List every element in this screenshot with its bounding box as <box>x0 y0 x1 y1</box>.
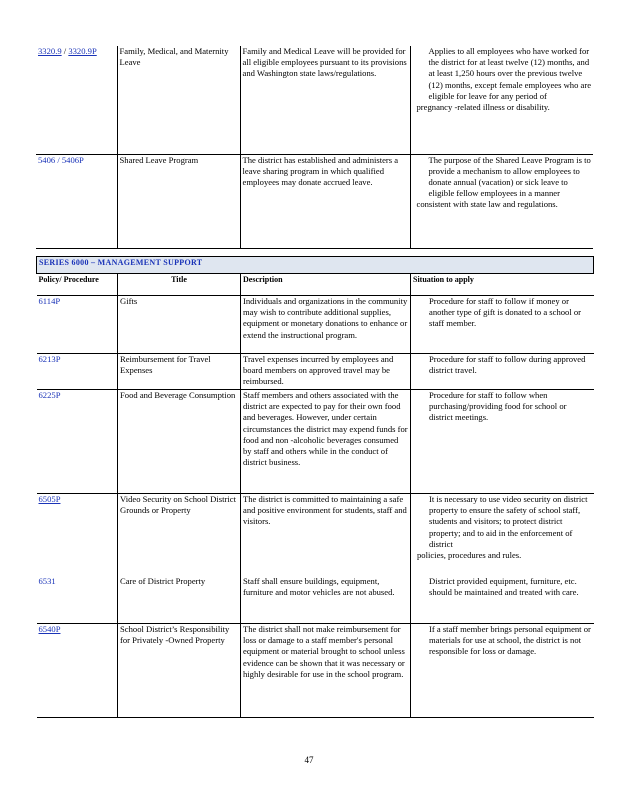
table-row <box>36 154 593 248</box>
table-row <box>37 576 594 624</box>
page-number: 47 <box>304 755 314 765</box>
policy-link[interactable]: 6540P <box>38 624 61 634</box>
policy-table-top <box>36 46 593 249</box>
situation-text: The purpose of the Shared Leave Program is to provide a mechanism to allow employees to donate annual (vacation) or sick leave to eligible fellow employees in a manner <box>428 154 591 199</box>
policy-description: Staff members and others associated with the district are expected to pay for their own food and beverages. However, under certain circumstances the district may expend funds for food and non -alcoholic beverages consumed by staff and others while in the conduct of district business. <box>241 390 411 494</box>
policy-title: Video Security on School District Grounds or Property <box>118 494 241 576</box>
policy-code-cell <box>36 154 117 248</box>
situation-text: District provided equipment, furniture, etc. should be maintained and treated with care. <box>429 575 579 597</box>
policy-code-cell <box>36 46 117 154</box>
policy-table-management-support <box>36 256 594 718</box>
policy-situation <box>411 390 594 494</box>
policy-situation <box>411 296 594 354</box>
procedure-link[interactable]: 3320.9P <box>68 46 97 56</box>
policy-code: 6114P <box>38 296 61 306</box>
policy-code: 6213P <box>38 354 61 364</box>
policy-link[interactable]: 6505P <box>38 494 61 504</box>
table-row <box>37 624 594 718</box>
policy-situation <box>411 576 594 624</box>
situation-continuation: pregnancy -related illness or disability. <box>416 102 550 113</box>
policy-situation <box>410 46 593 154</box>
column-header-description: Description <box>241 274 411 296</box>
policy-title: Shared Leave Program <box>117 154 240 248</box>
column-header-situation: Situation to apply <box>411 274 594 296</box>
policy-title: Reimbursement for Travel Expenses <box>118 354 241 390</box>
policy-situation <box>411 494 594 576</box>
situation-text: Procedure for staff to follow when purchasing/providing food for school or district meetings. <box>429 390 567 423</box>
policy-description: Individuals and organizations in the community may wish to contribute additional supplies, equipment or monetary donations to enhance or extend the instructional program. <box>241 296 411 354</box>
table-row <box>37 296 594 354</box>
policy-code: 6531 <box>38 575 56 586</box>
series-label: SERIES 6000 – MANAGEMENT SUPPORT <box>37 257 594 274</box>
table-row <box>37 354 594 390</box>
policy-title: Gifts <box>118 296 241 354</box>
policy-description: The district is committed to maintaining a safe and positive environment for students, staff and visitors. <box>241 494 411 576</box>
code-separator: / <box>61 46 69 56</box>
policy-description: Family and Medical Leave will be provided for all eligible employees pursuant to its provisions and Washington state laws/regulations. <box>240 46 410 154</box>
column-header-row <box>37 274 594 296</box>
policy-title: Food and Beverage Consumption <box>118 390 241 494</box>
policy-title: Care of District Property <box>118 576 241 624</box>
policy-situation <box>410 154 593 248</box>
situation-text: Procedure for staff to follow during approved district travel. <box>429 354 586 376</box>
column-header-title: Title <box>118 274 241 296</box>
policy-situation <box>411 354 594 390</box>
policy-description: The district has established and administers a leave sharing program in which qualified employees may donate accrued leave. <box>240 154 410 248</box>
policy-description: The district shall not make reimbursement for loss or damage to a staff member's personal equipment or material brought to school unless evidence can be shown that it was necessary or highly desirable for use in the school program. <box>241 624 411 718</box>
policy-title: School District’s Responsibility for Privately -Owned Property <box>118 624 241 718</box>
table-row <box>37 494 594 576</box>
situation-text: Applies to all employees who have worked for the district for at least twelve (12) months, and at least 1,250 hours over the previous twelve (12) months, except female employees who are eligible for leave for any period of <box>428 46 592 101</box>
column-header-policy: Policy/ Procedure <box>37 274 118 296</box>
policy-description: Staff shall ensure buildings, equipment, furniture and motor vehicles are not abused. <box>241 576 411 624</box>
policy-description: Travel expenses incurred by employees and board members on approved travel may be reimbursed. <box>241 354 411 390</box>
situation-text: If a staff member brings personal equipment or materials for use at school, the district is not responsible for loss or damage. <box>429 624 591 657</box>
policy-link[interactable]: 3320.9 <box>38 46 62 56</box>
policy-title: Family, Medical, and Maternity Leave <box>117 46 240 154</box>
situation-text: It is necessary to use video security on district property to ensure the safety of school staff, students and visitors; to protect district property; and to aid in the enforcement of district <box>429 494 588 549</box>
situation-continuation: policies, procedures and rules. <box>417 550 522 561</box>
table-row <box>37 390 594 494</box>
policy-code: 5406 / 5406P <box>38 154 84 165</box>
situation-text: Procedure for staff to follow if money or another type of gift is donated to a school or staff member. <box>429 296 582 329</box>
table-row <box>36 46 593 154</box>
situation-continuation: consistent with state law and regulations. <box>416 199 558 210</box>
policy-situation <box>411 624 594 718</box>
policy-code: 6225P <box>38 390 61 400</box>
series-header-row <box>37 257 594 274</box>
